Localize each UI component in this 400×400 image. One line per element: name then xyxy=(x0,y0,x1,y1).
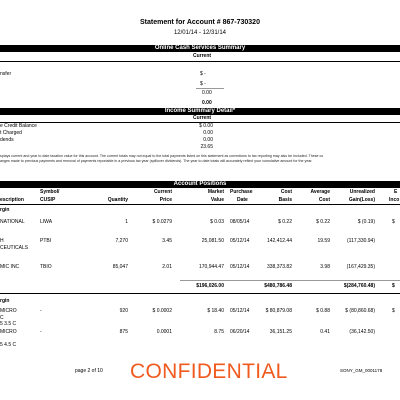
group-label: rgin xyxy=(0,298,10,304)
position-symbol: - xyxy=(40,329,42,335)
position-description: MICRO xyxy=(0,308,17,314)
position-cost-basis: 142,412.44 xyxy=(266,238,292,244)
col-purchase-date: Date xyxy=(237,197,248,203)
position-price: 2.01 xyxy=(162,264,172,270)
position-quantity: 875 xyxy=(119,329,128,335)
position-cost-basis: 338,373.82 xyxy=(266,264,292,270)
income-row-value: 23.65 xyxy=(200,144,213,150)
position-quantity: 920 xyxy=(119,308,128,314)
col-unrealized-gain: Gain(Loss) xyxy=(348,197,375,203)
col-income: Inco xyxy=(389,197,400,203)
cash-summary-column: Current xyxy=(193,53,212,59)
position-description: 5 3.5 C xyxy=(0,321,17,327)
disclaimer-line: anges made to previous payments and removal of payments reportable in a previous tax year (spillover dividends). The year to date totals will accurately reflect your cumulative amount for the year. xyxy=(0,158,313,163)
position-cost-basis: 36,151.25 xyxy=(269,329,292,335)
position-unrealized-gain: (36,142.50) xyxy=(349,329,375,335)
position-description: CEUTICALS xyxy=(0,245,29,251)
total-income: $ xyxy=(392,283,395,289)
col-cusip: CUSIP xyxy=(40,197,56,203)
total-market-value: $196,026.00 xyxy=(196,283,224,289)
col-quantity: Quantity xyxy=(107,197,128,203)
cash-row-value: 0.00 xyxy=(202,90,212,96)
statement-period: 12/01/14 - 12/31/14 xyxy=(173,30,227,36)
position-purchase-date: 05/12/14 xyxy=(230,238,250,244)
position-description: MICRO xyxy=(0,329,17,335)
col-average-cost: Average xyxy=(310,189,330,195)
position-market-value: 170,944.47 xyxy=(198,264,224,270)
position-income: $ xyxy=(392,308,395,314)
position-description: MIC INC xyxy=(0,264,20,270)
col-symbol: Symbol/ xyxy=(40,189,60,195)
position-description: C xyxy=(0,315,4,321)
position-purchase-date: 05/12/14 xyxy=(230,308,250,314)
col-income: E xyxy=(394,189,398,195)
income-summary-column: Current xyxy=(193,115,212,121)
position-purchase-date: 06/20/14 xyxy=(230,329,250,335)
position-unrealized-gain: $ (0.19) xyxy=(357,219,375,225)
income-row-label: dends xyxy=(0,137,14,143)
position-description: NATIONAL xyxy=(0,219,25,225)
col-cost-basis: Basis xyxy=(278,197,292,203)
position-purchase-date: 05/12/14 xyxy=(230,264,250,270)
position-symbol: PTBI xyxy=(40,238,52,244)
position-unrealized-gain: (167,429.35) xyxy=(346,264,375,270)
income-row-label: t Charged xyxy=(0,130,22,136)
position-average-cost: 19.59 xyxy=(317,238,330,244)
cash-summary-header: Online Cash Services Summary xyxy=(0,45,400,52)
cash-total-value: 0.00 xyxy=(202,100,212,106)
position-symbol: LIWA xyxy=(40,219,53,225)
cash-row-label: nsfer xyxy=(0,71,12,77)
position-quantity: 7,270 xyxy=(115,238,128,244)
cash-row-value: $ - xyxy=(200,71,206,77)
income-row-value: $ 0.00 xyxy=(199,123,213,129)
positions-header: Account Positions xyxy=(0,181,400,188)
col-average-cost: Cost xyxy=(318,197,330,203)
position-quantity: 85,047 xyxy=(112,264,128,270)
position-quantity: 1 xyxy=(125,219,128,225)
position-average-cost: $ 0.88 xyxy=(316,308,330,314)
divider xyxy=(196,88,224,89)
divider xyxy=(0,293,400,294)
bates-number: SONY_GM_0001178 xyxy=(340,368,383,373)
cash-row-value: $ - xyxy=(200,81,206,87)
position-income: $ xyxy=(392,219,395,225)
total-unrealized-gain: $(284,760.48) xyxy=(343,283,375,289)
confidential-stamp: CONFIDENTIAL xyxy=(130,360,288,383)
total-cost-basis: $480,786.48 xyxy=(264,283,292,289)
position-description: H xyxy=(0,238,4,244)
col-unrealized-gain: Unrealized xyxy=(349,189,375,195)
position-market-value: $ 0.03 xyxy=(210,219,224,225)
position-market-value: 8.75 xyxy=(214,329,224,335)
income-summary-header: Income Summary Detail* xyxy=(0,108,400,115)
position-unrealized-gain: $ (80,860.68) xyxy=(345,308,375,314)
income-row-value: 0.00 xyxy=(203,137,213,143)
position-unrealized-gain: (117,330.94) xyxy=(347,238,375,244)
income-row-value: 0.00 xyxy=(203,130,213,136)
col-cost-basis: Cost xyxy=(280,189,292,195)
position-market-value: 25,081.50 xyxy=(201,238,224,244)
divider xyxy=(0,61,400,62)
position-average-cost: 3.98 xyxy=(320,264,330,270)
position-description: 5 4.5 C xyxy=(0,342,17,348)
divider xyxy=(0,204,400,205)
col-purchase-date: Purchase xyxy=(230,189,253,195)
statement-title: Statement for Account # 867-730320 xyxy=(140,19,260,26)
col-market-value: Value xyxy=(210,197,224,203)
position-cost-basis: $ 0.22 xyxy=(278,219,292,225)
position-average-cost: 0.41 xyxy=(320,329,330,335)
position-price: $ 0.0279 xyxy=(152,219,172,225)
income-row-label: e Credit Balance xyxy=(0,123,37,129)
position-price: 3.45 xyxy=(162,238,172,244)
group-label: rgin xyxy=(0,207,10,213)
position-symbol: TBIO xyxy=(40,264,52,270)
col-description: escription xyxy=(0,197,24,203)
position-market-value: $ 18.40 xyxy=(207,308,224,314)
position-purchase-date: 08/05/14 xyxy=(230,219,250,225)
divider xyxy=(180,280,400,281)
col-price: Price xyxy=(159,197,172,203)
position-price: 0.0001 xyxy=(156,329,172,335)
position-symbol: - xyxy=(40,308,42,314)
col-market-value: Market xyxy=(207,189,224,195)
col-price: Current xyxy=(153,189,172,195)
position-cost-basis: $ 80,879.08 xyxy=(265,308,292,314)
position-price: $ 0.0002 xyxy=(152,308,172,314)
disclaimer-line: splays current and year to date taxation value for this account. The current totals may not equal to the total payments listed on this statement as corrections to tax reporting may also be included. These co xyxy=(0,154,324,158)
position-average-cost: $ 0.22 xyxy=(316,219,330,225)
page-number: page 2 of 10 xyxy=(75,368,103,374)
